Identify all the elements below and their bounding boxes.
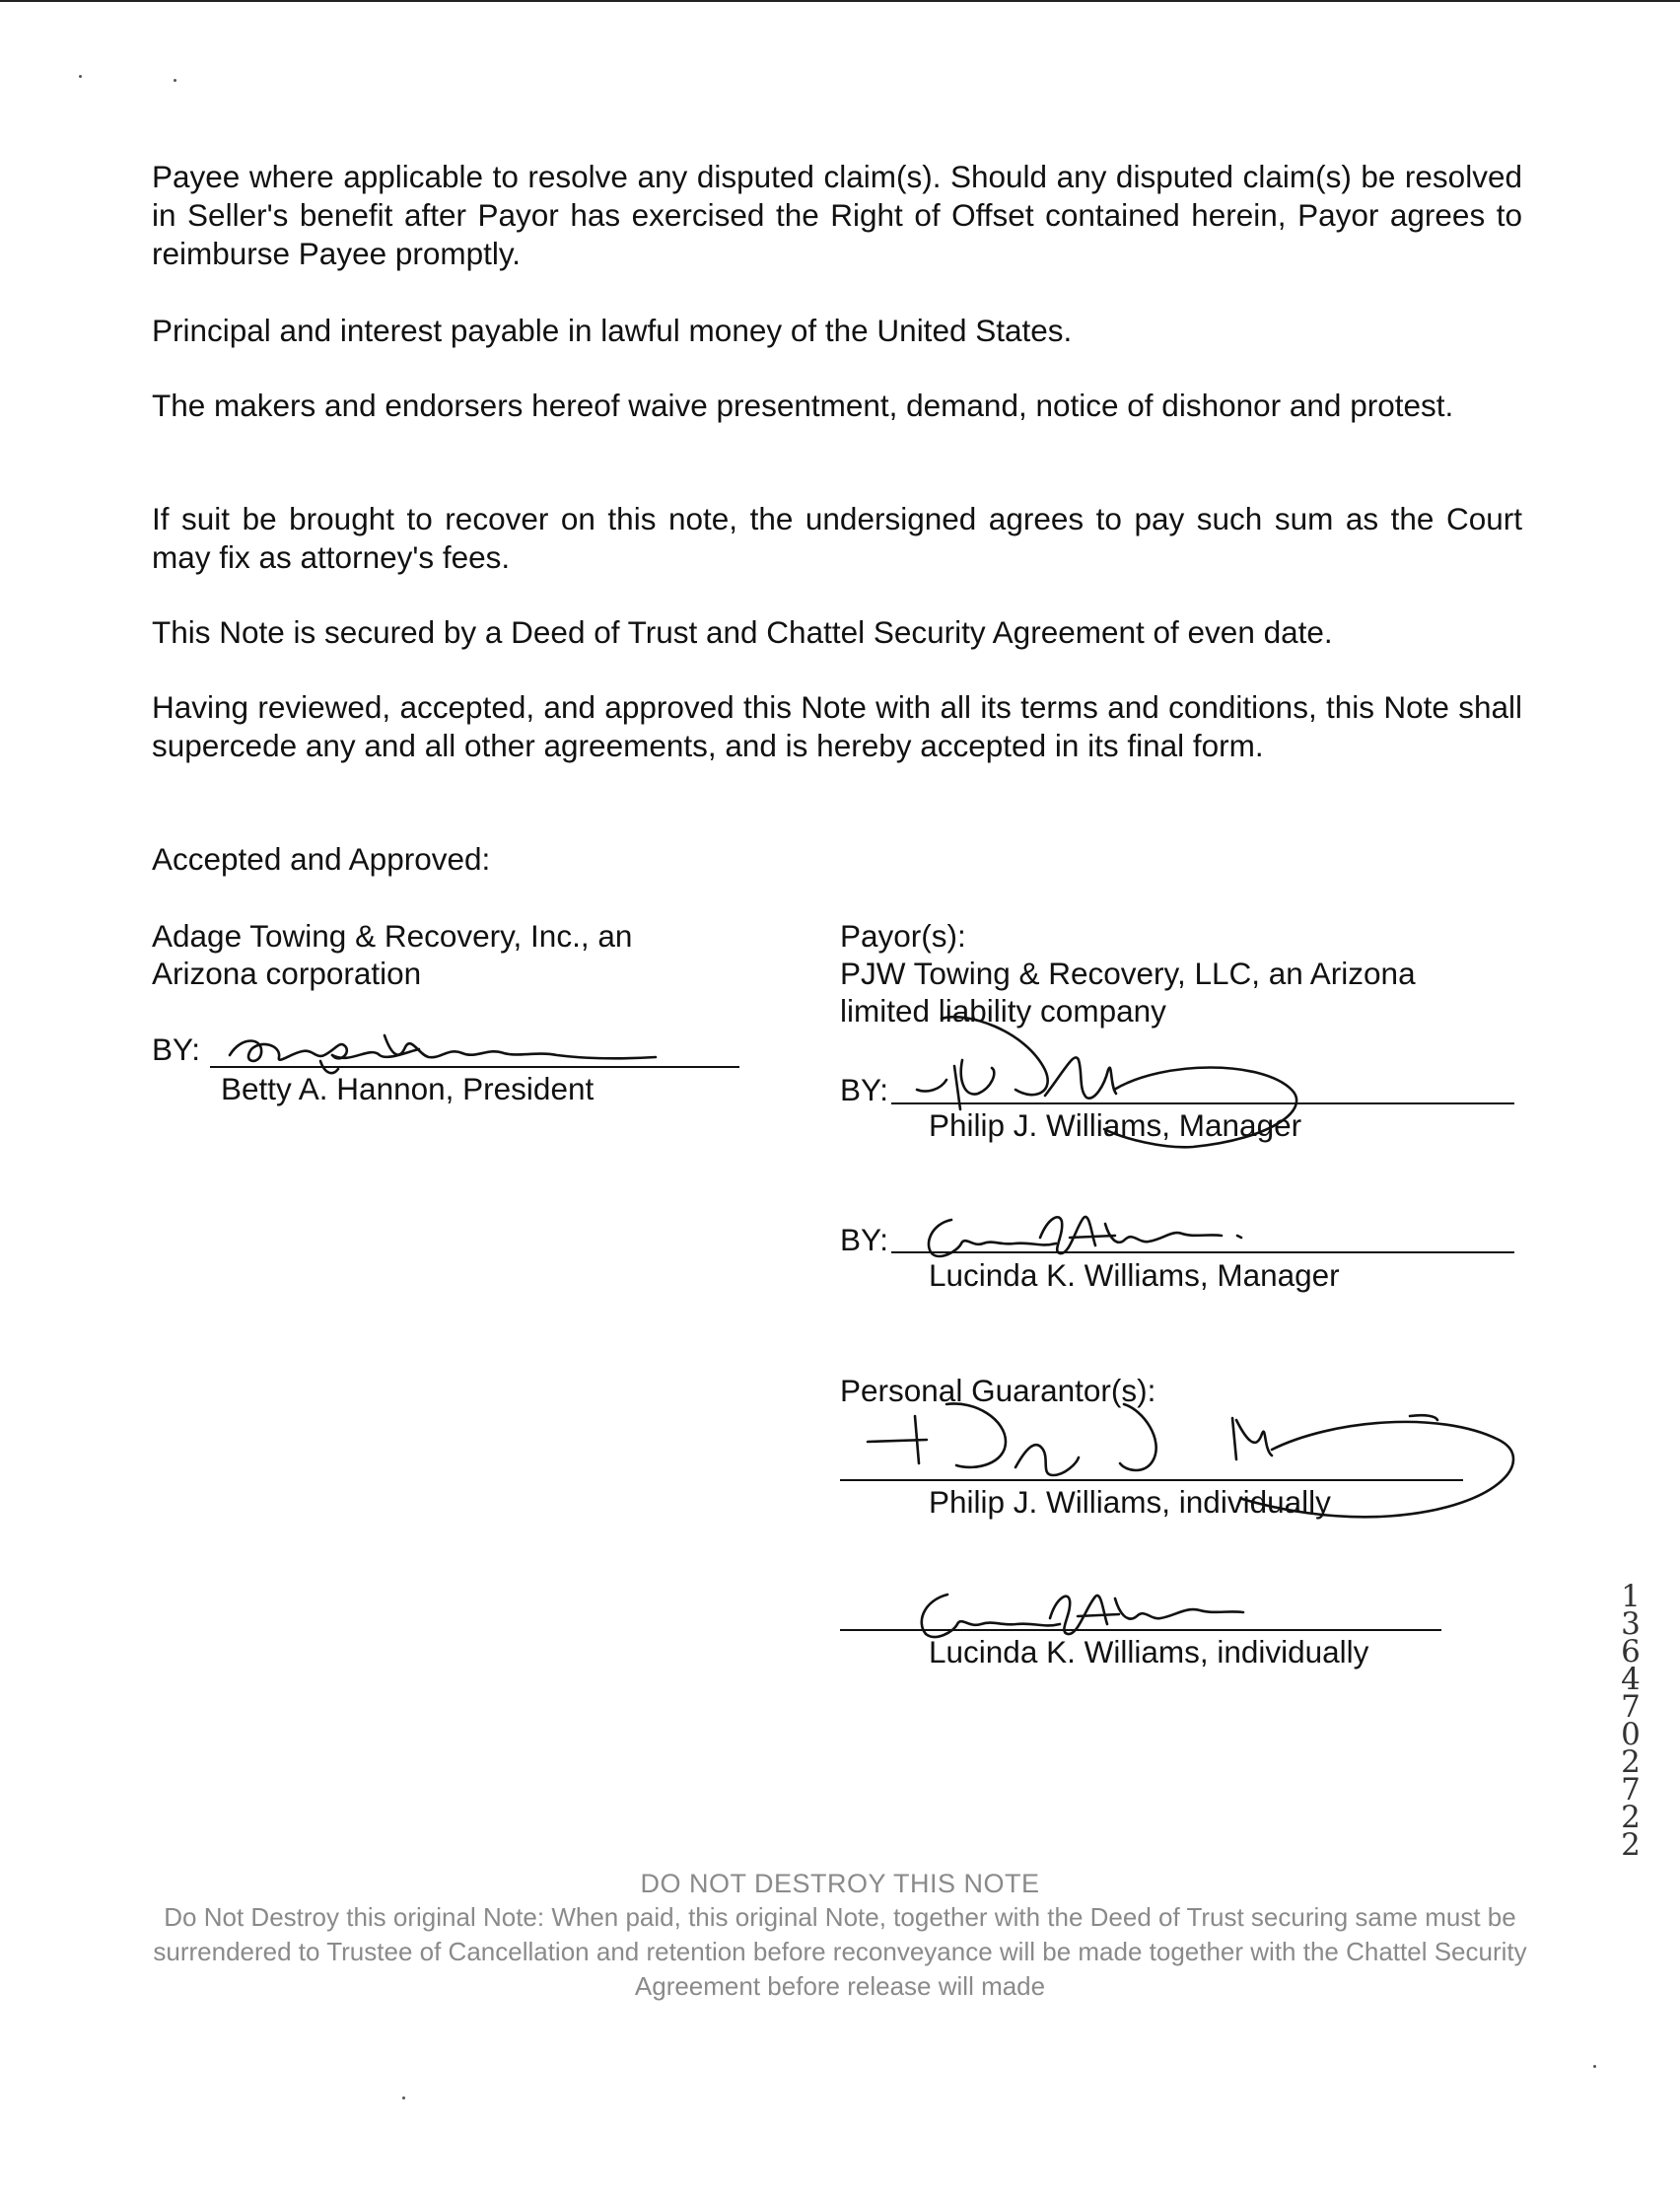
payor-name-line2: limited liability company	[840, 993, 1166, 1029]
scan-speck	[402, 2096, 405, 2099]
payee-name-line2: Arizona corporation	[152, 956, 422, 991]
payee-signature	[222, 1026, 675, 1075]
scan-speck	[1593, 2065, 1596, 2068]
payor-by-label-1: BY:	[840, 1072, 889, 1107]
payee-by-label: BY:	[152, 1031, 201, 1067]
guarantor-signer-2: Lucinda K. Williams, individually	[929, 1634, 1369, 1669]
guarantor-signer-1: Philip J. Williams, individually	[929, 1484, 1331, 1520]
paragraph-attorney-fees: If suit be brought to recover on this note, the undersigned agrees to pay such sum as the Court may fix as attorney's fees.	[152, 501, 1522, 575]
payor-name-line1: PJW Towing & Recovery, LLC, an Arizona	[840, 956, 1416, 991]
payor-signer-1: Philip J. Williams, Manager	[929, 1107, 1302, 1143]
scan-speck	[174, 79, 176, 82]
scan-speck	[79, 75, 82, 78]
guarantor-heading: Personal Guarantor(s):	[840, 1373, 1156, 1408]
paragraph-final-form: Having reviewed, accepted, and approved this Note with all its terms and conditions, this Note shall supercede any and all other agreements, and is hereby accepted in its final form.	[152, 689, 1522, 763]
scan-top-edge	[0, 0, 1680, 2]
paragraph-deed-of-trust: This Note is secured by a Deed of Trust and Chattel Security Agreement of even date.	[152, 614, 1333, 650]
document-stamp-number: 13647 02722	[1621, 1579, 1641, 1863]
payor-signer-2: Lucinda K. Williams, Manager	[929, 1257, 1340, 1293]
footer-notice	[0, 1867, 1680, 2004]
footer-title: DO NOT DESTROY THIS NOTE	[640, 1869, 1040, 1898]
payor-heading: Payor(s):	[840, 918, 966, 954]
footer-text: Do Not Destroy this original Note: When paid, this original Note, together with the Deed of Trust securing same must be surrendered to Trustee of Cancellation and retention before reconveyance will be made together with the Chattel Security Agreement before release will made	[153, 1902, 1527, 2001]
payee-signer-name: Betty A. Hannon, President	[221, 1071, 595, 1106]
accepted-heading: Accepted and Approved:	[152, 841, 491, 877]
paragraph-offset-claims: Payee where applicable to resolve any disputed claim(s). Should any disputed claim(s) be resolved in Seller's benefit after Payor has exercised the Right of Offset contained herein, Payor agrees to reimburse Payee promptly.	[152, 159, 1522, 271]
payor-by-label-2: BY:	[840, 1222, 889, 1257]
payee-name-line1: Adage Towing & Recovery, Inc., an	[152, 918, 633, 954]
paragraph-waive-presentment: The makers and endorsers hereof waive presentment, demand, notice of dishonor and protest.	[152, 388, 1454, 423]
paragraph-lawful-money: Principal and interest payable in lawful money of the United States.	[152, 313, 1073, 348]
